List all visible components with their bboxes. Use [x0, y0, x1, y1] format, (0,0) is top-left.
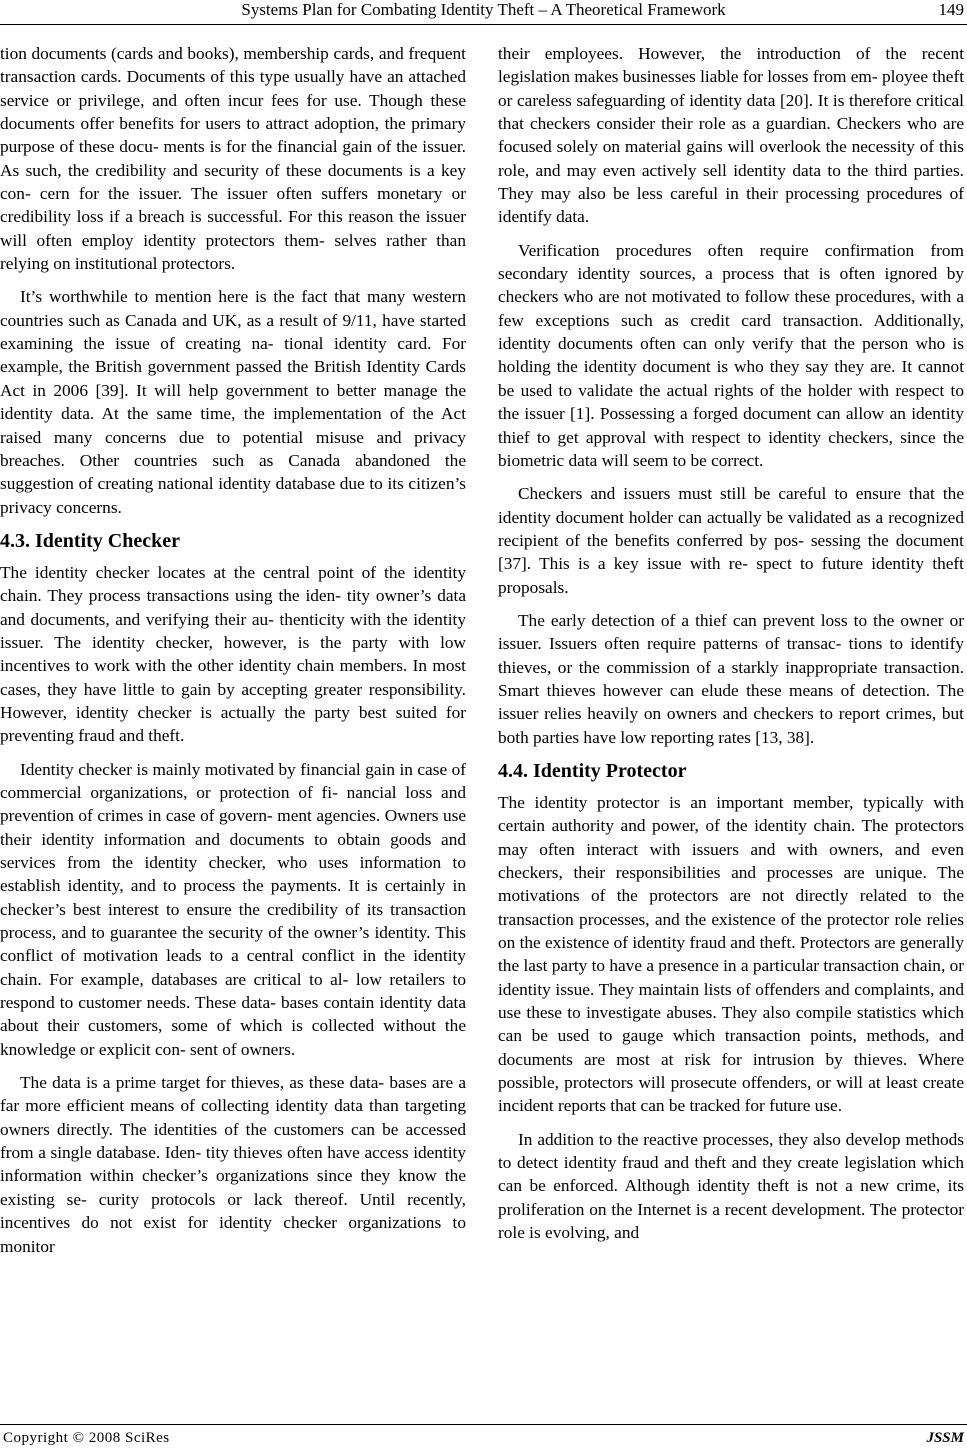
- page-number: 149: [938, 0, 964, 19]
- paragraph: Verification procedures often require confirmation from secondary identity sources, a process that is often ignored by checkers who are not motivated to follow these procedures, with a few exceptions such as credit card transaction. Additionally, identity documents often can only verify that the person who is holding the identity document is who they say they are. It cannot be used to validate the actual rights of the holder with respect to the issuer [1]. Possessing a forged document can allow an identity thief to get approval with respect to identity checkers, since the biometric data will seem to be correct.: [498, 240, 964, 470]
- paragraph: The data is a prime target for thieves, as these data- bases are a far more efficient means of collecting identity data than targeting owners directly. The identities of the customers can be accessed from a single database. Iden- tity thieves often have access identity information within checker’s organizations since they know the existing se- curity protocols or lack thereof. Until recently, incentives do not exist for identity checker organizations to monitor: [0, 1073, 466, 1256]
- paragraph: Checkers and issuers must still be careful to ensure that the identity document holder can actually be validated as a recognized recipient of the benefits conferred by pos- sessing the document [37]. This is a key issue with re- spect to future identity theft proposals.: [498, 484, 964, 597]
- paragraph: The early detection of a thief can prevent loss to the owner or issuer. Issuers often require patterns of transac- tions to identify thieves, or the commission of a starkly inappropriate transaction. Smart thieves however can elude these means of detection. The issuer relies heavily on owners and checkers to report crimes, but both parties have low reporting rates [13, 38].: [498, 610, 964, 747]
- right-column: [498, 42, 964, 1255]
- paragraph: The identity protector is an important member, typically with certain authority and power, of the identity chain. The protectors may often interact with issuers and with owners, and even checkers, their responsibilities and processes are unique. The motivations of the protectors are not directly related to the transaction processes, and the existence of the protector role relies on the existence of identity fraud and theft. Protectors are generally the last party to have a presence in a particular transaction chain, or identity issue. They maintain lists of offenders and complaints, and use these to investigate abuses. They also compile statistics which can be used to gauge which transaction points, methods, and documents are most at risk for intrusion by thieves. Where possible, protectors will prosecute offenders, or will at least create incident reports that can be tracked for future use.: [498, 792, 964, 1116]
- page-footer: [0, 1424, 967, 1446]
- paragraph: tion documents (cards and books), membership cards, and frequent transaction cards. Documents of this type usually have an attached service or privilege, and often incur fees for use. Though these documents offer benefits for users to attract adoption, the primary purpose of these docu- ments is for the financial gain of the issuer. As such, the credibility and security of these documents is a key con- cern for the issuer. The issuer often suffers monetary or credibility loss if a breach is successful. For this reason the issuer will often employ identity protectors them- selves rather than relying on institutional protectors.: [0, 44, 466, 274]
- paragraph: Identity checker is mainly motivated by financial gain in case of commercial organizations, or protection of fi- nancial loss and prevention of crimes in case of govern- ment agencies. Owners use their identity information and documents to obtain goods and services from the identity checker, who uses information to establish identity, and to process the payments. It is certainly in checker’s best interest to ensure the credibility of its transaction process, and to guarantee the security of the owner’s identity. This conflict of motivation leads to a central conflict in the identity chain. For example, databases are critical to al- low retailers to respond to customer needs. These data- bases contain identity data about their customers, some of which is collected without the knowledge or explicit con- sent of owners.: [0, 759, 466, 1059]
- copyright-notice: Copyright © 2008 SciRes: [3, 1430, 170, 1446]
- paragraph: It’s worthwhile to mention here is the fact that many western countries such as Canada and UK, as a result of 9/11, have started examining the issue of creating na- tional identity card. For example, the British government passed the British Identity Cards Act in 2006 [39]. It will help government to better manage the identity data. At the same time, the implementation of the Act raised many concerns due to potential misuse and privacy breaches. Other countries such as Canada abandoned the suggestion of creating national identity database due to its citizen’s privacy concerns.: [0, 287, 466, 517]
- journal-name: JSSM: [926, 1430, 964, 1446]
- section-heading-identity-protector: 4.4. Identity Protector: [498, 759, 687, 782]
- running-title: Systems Plan for Combating Identity Theft – A Theoretical Framework: [241, 0, 726, 19]
- footer-rule: [0, 1424, 967, 1425]
- left-column: [0, 42, 466, 1268]
- paragraph: In addition to the reactive processes, they also develop methods to detect identity fraud and theft and they create legislation which can be enforced. Although identity theft is not a new crime, its proliferation on the Internet is a recent development. The protector role is evolving, and: [498, 1129, 964, 1243]
- paragraph: The identity checker locates at the central point of the identity chain. They process transactions using the iden- tity owner’s data and documents, and verifying their au- thenticity with the identity issuer. The identity checker, however, is the party with low incentives to work with the other identity chain members. In most cases, they have little to gain by accepting greater responsibility. However, identity checker is actually the party best suited for preventing fraud and theft.: [0, 562, 466, 746]
- page-header: [0, 0, 967, 22]
- section-heading-identity-checker: 4.3. Identity Checker: [0, 529, 180, 552]
- header-rule: [0, 24, 967, 25]
- paragraph: their employees. However, the introduction of the recent legislation makes businesses liable for losses from em- ployee theft or careless safeguarding of identity data [20]. It is therefore critical that checkers consider their role as a guardian. Checkers who are focused solely on material gains will overlook the necessity of this role, and may even actively sell identity data to the third parties. They may also be less careful in their processing procedures of identify data.: [498, 44, 965, 227]
